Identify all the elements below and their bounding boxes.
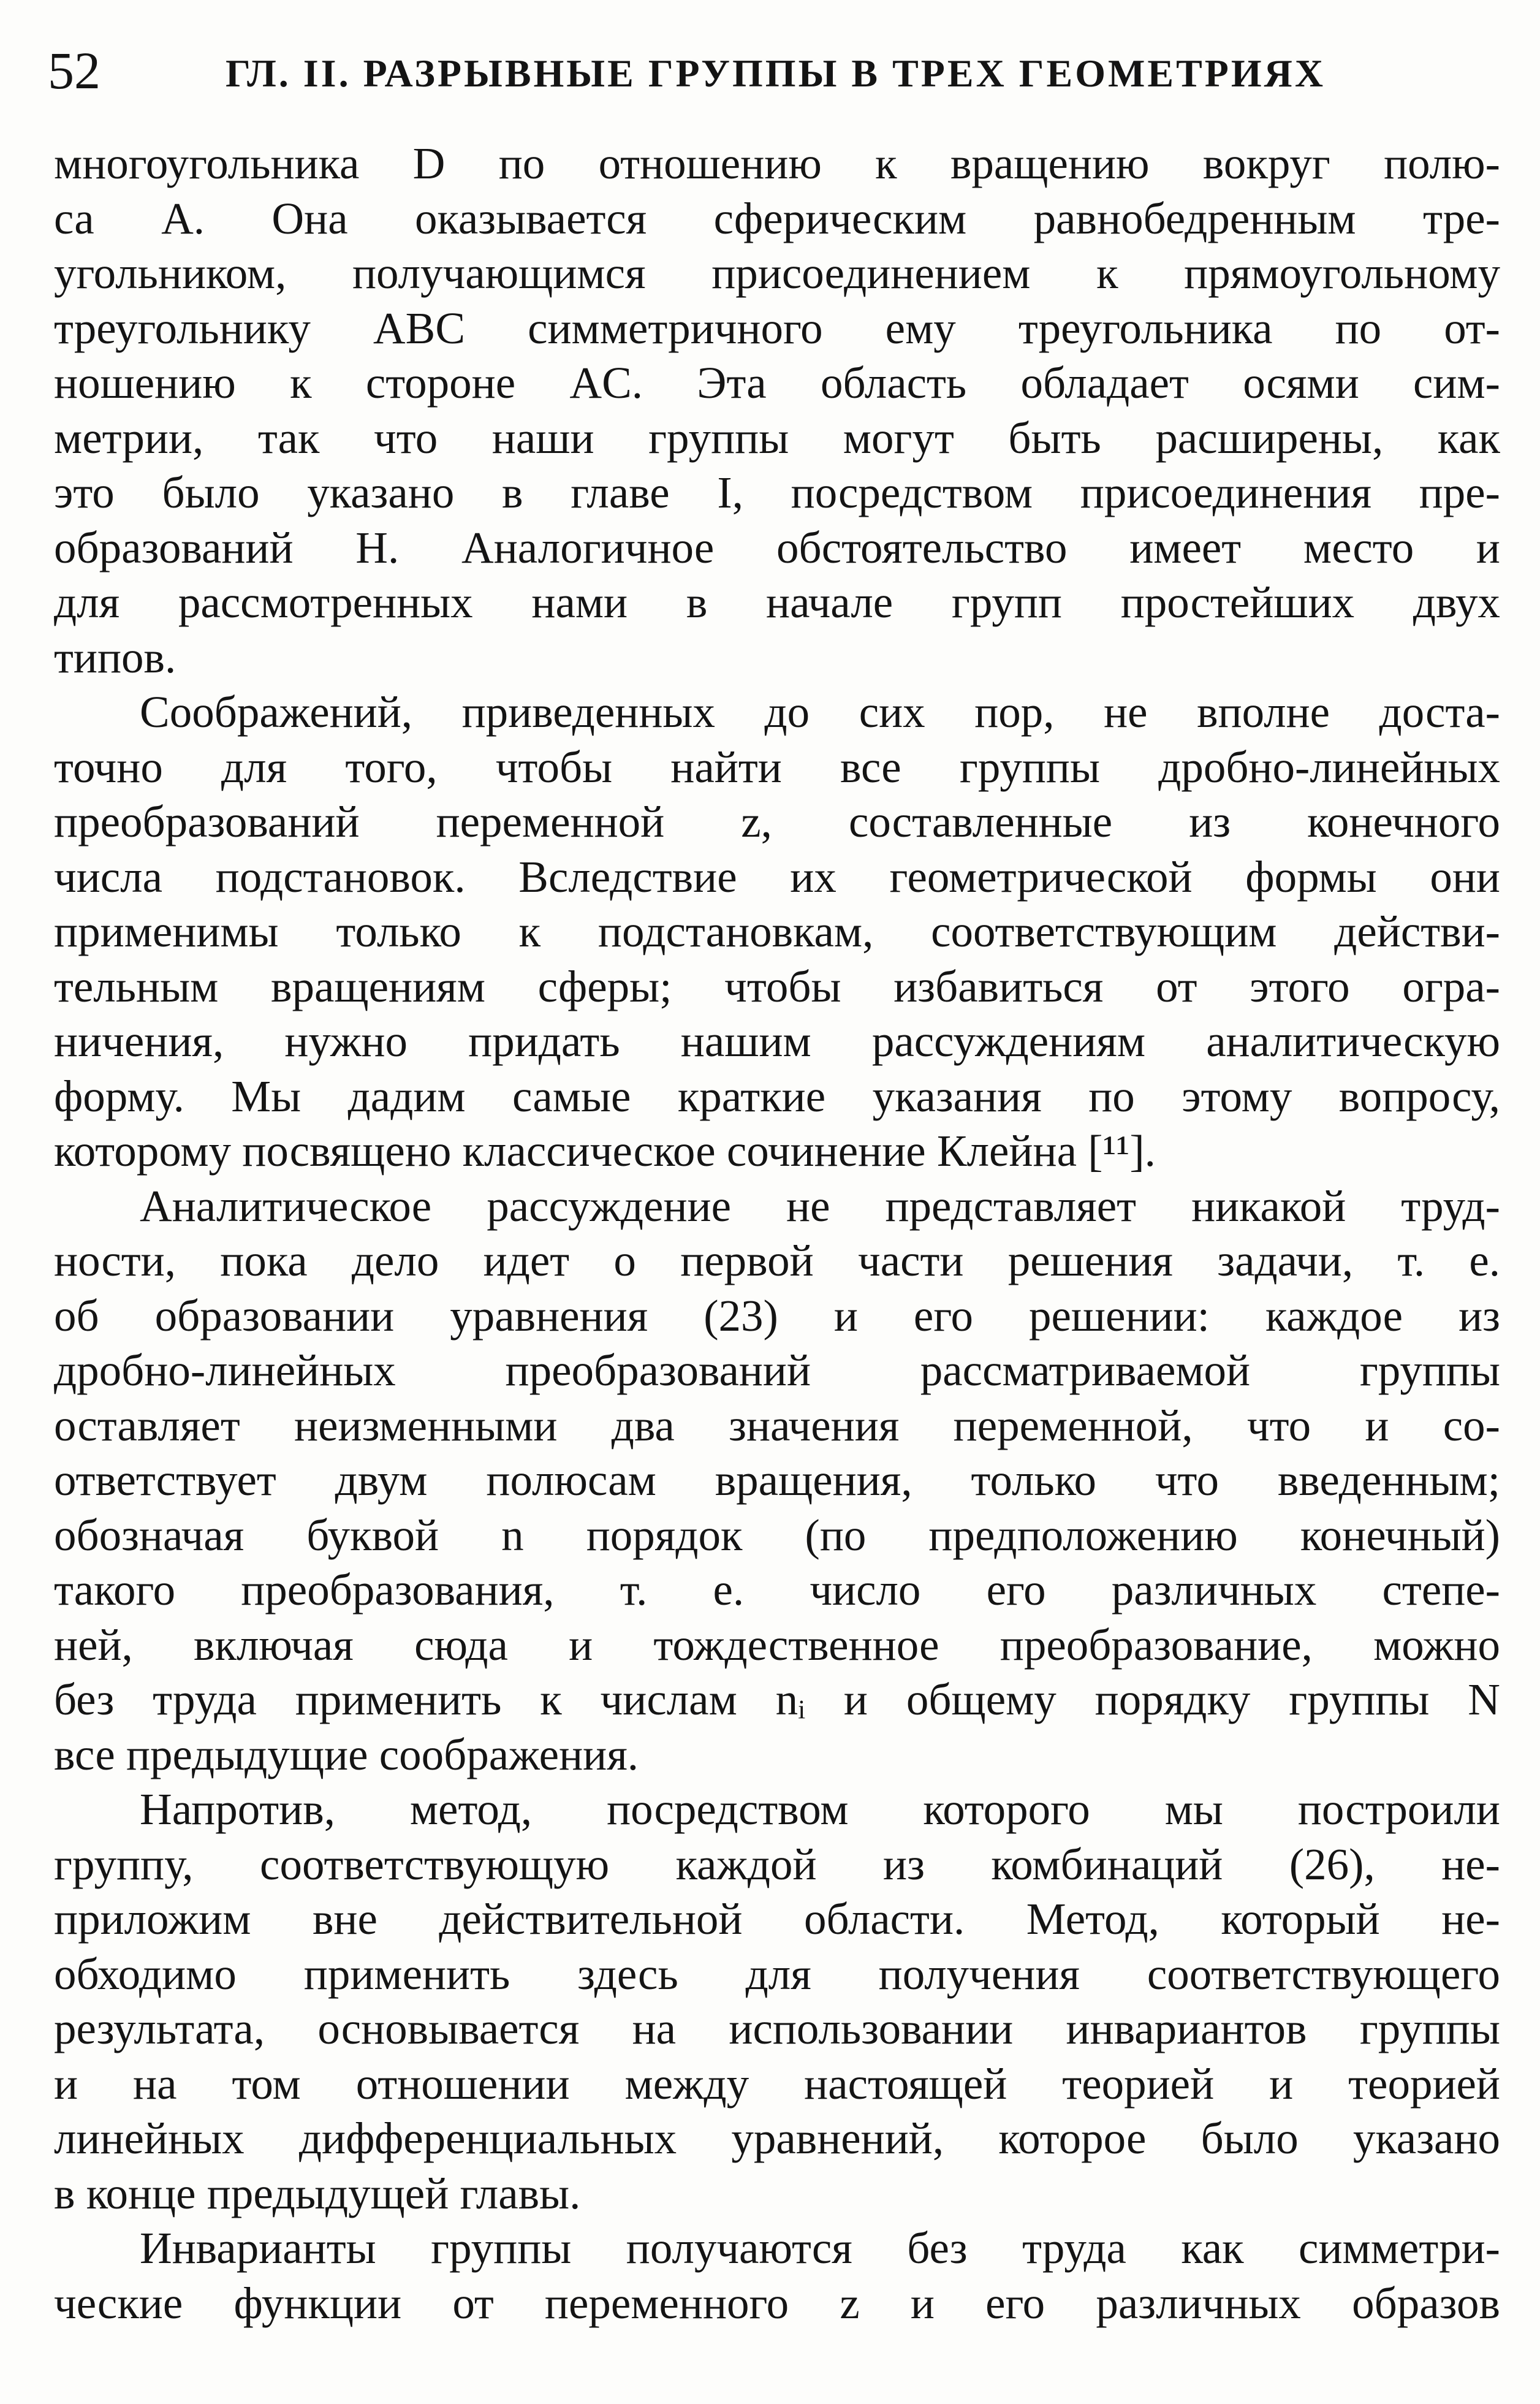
text-line: применимы только к подстановкам, соответствующим действи- (54, 907, 1500, 956)
text-line: образований H. Аналогичное обстоятельство имеет место и (54, 522, 1500, 572)
text-line: это было указано в главе I, посредством присоединения пре- (54, 468, 1500, 517)
text-line: и на том отношении между настоящей теорией и теорией (54, 2058, 1500, 2109)
running-title: ГЛ. II. РАЗРЫВНЫЕ ГРУППЫ В ТРЕХ ГЕОМЕТРИЯХ (226, 51, 1326, 95)
text-line: без труда применить к числам nᵢ и общему порядку группы N (54, 1675, 1500, 1724)
text-line: Соображений, приведенных до сих пор, не вполне доста- (140, 687, 1500, 737)
paragraph-5 (54, 2221, 1500, 2330)
text-line: преобразований переменной z, составленные из конечного (54, 797, 1500, 846)
text-line: результата, основывается на использовании инвариантов группы (54, 2004, 1500, 2053)
text-line: точно для того, чтобы найти все группы дробно-линейных (54, 742, 1500, 792)
text-line: угольником, получающимся присоединением к прямоугольному (54, 248, 1500, 298)
text-line: оставляет неизменными два значения переменной, что и со- (54, 1400, 1500, 1450)
text-line: метрии, так что наши группы могут быть расширены, как (54, 413, 1500, 463)
text-line: числа подстановок. Вследствие их геометрической формы они (54, 851, 1500, 902)
text-line: обходимо применить здесь для получения соответствующего (54, 1949, 1500, 1999)
page-header (48, 34, 1494, 107)
text-line: ответствует двум полюсам вращения, только что введенным; (54, 1455, 1500, 1505)
text-line: Аналитическое рассуждение не представляет никакой труд- (140, 1181, 1500, 1231)
text-line: приложим вне действительной области. Метод, который не- (54, 1894, 1500, 1944)
paragraph-4 (54, 1782, 1500, 2221)
text-line: Инварианты группы получаются без труда как симметри- (140, 2223, 1500, 2273)
text-line: линейных дифференциальных уравнений, которое было указано (54, 2113, 1500, 2163)
text-line: группу, соответствующую каждой из комбинаций (26), не- (54, 1839, 1500, 1889)
text-line: тельным вращениям сферы; чтобы избавиться от этого огра- (54, 961, 1500, 1011)
text-line: дробно-линейных преобразований рассматриваемой группы (54, 1345, 1500, 1395)
body-text (54, 136, 1500, 2330)
paragraph-1 (54, 136, 1500, 685)
text-line: об образовании уравнения (23) и его решении: каждое из (54, 1290, 1500, 1341)
text-line: ношению к стороне AC. Эта область обладает осями сим- (54, 358, 1500, 408)
text-line: ческие функции от переменного z и его различных образов (54, 2278, 1500, 2328)
text-line: ности, пока дело идет о первой части решения задачи, т. е. (54, 1236, 1500, 1285)
paragraph-2 (54, 685, 1500, 1179)
paragraph-3 (54, 1179, 1500, 1782)
text-line: са A. Она оказывается сферическим равнобедренным тре- (54, 193, 1500, 243)
page-number: 52 (48, 41, 101, 100)
text-line: типов. (54, 632, 176, 682)
text-line: ней, включая сюда и тождественное преобразование, можно (54, 1619, 1500, 1670)
text-line: для рассмотренных нами в начале групп простейших двух (54, 577, 1500, 627)
text-line: многоугольника D по отношению к вращению вокруг полю- (54, 139, 1500, 188)
text-line: такого преобразования, т. е. число его различных степе- (54, 1565, 1500, 1615)
text-line: треугольнику ABC симметричного ему треугольника по от- (54, 303, 1500, 353)
text-line: ничения, нужно придать нашим рассуждениям аналитическую (54, 1016, 1500, 1066)
text-line: в конце предыдущей главы. (54, 2168, 581, 2218)
text-line: все предыдущие соображения. (54, 1729, 639, 1779)
text-line: форму. Мы дадим самые краткие указания по этому вопросу, (54, 1071, 1500, 1121)
text-line: обозначая буквой n порядок (по предположению конечный) (54, 1510, 1500, 1560)
text-line: которому посвящено классическое сочинение Клейна [¹¹]. (54, 1126, 1156, 1176)
text-line: Напротив, метод, посредством которого мы построили (140, 1784, 1500, 1834)
